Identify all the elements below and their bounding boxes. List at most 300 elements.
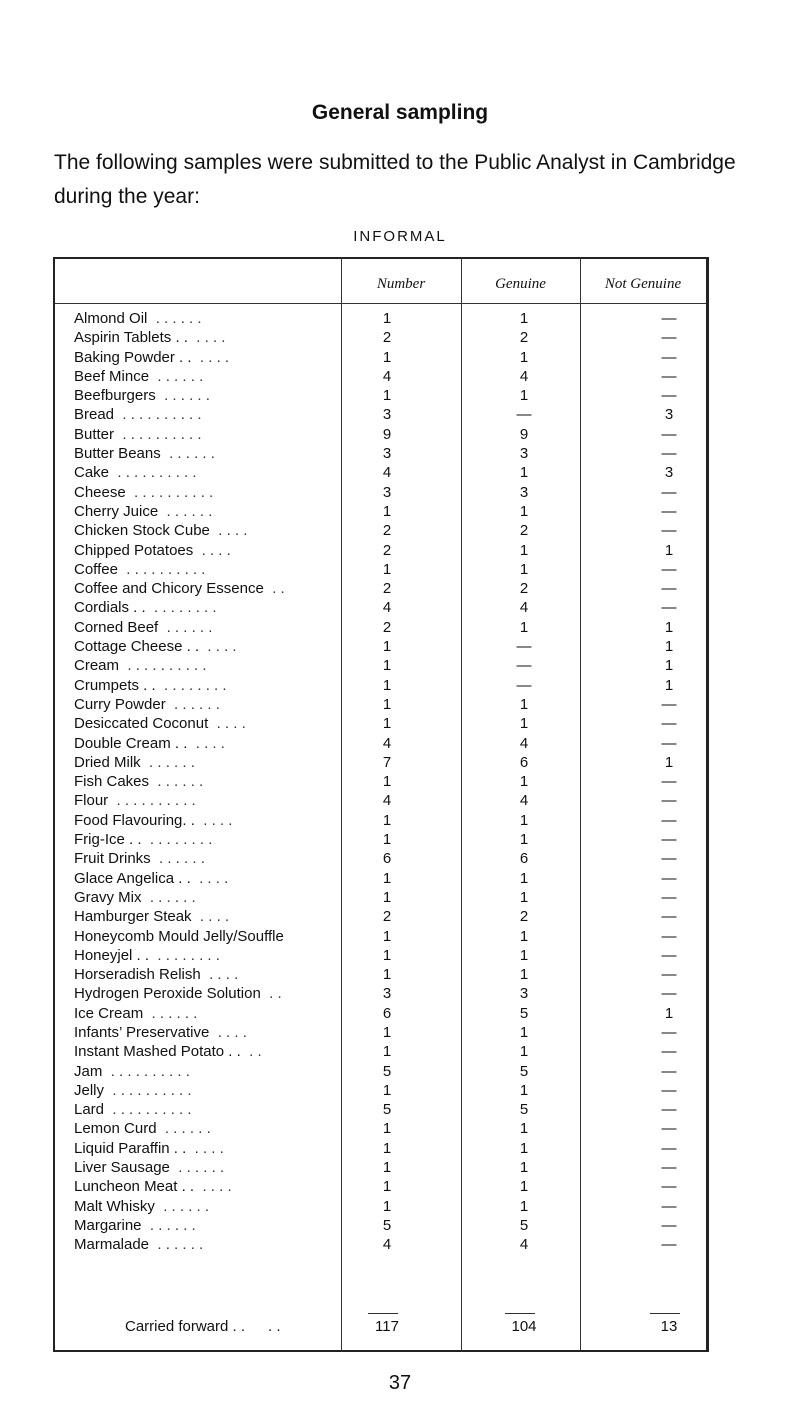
sample-genuine: — (516, 406, 532, 424)
leader-dots: . . . . . . (166, 502, 213, 520)
sample-name-text: Food Flavouring. . (74, 811, 195, 829)
leader-dots: . . . . . . . . (164, 676, 227, 694)
sample-name-text: Honeycomb Mould Jelly/Souffle (74, 927, 284, 945)
sample-name-text: Bread (74, 406, 115, 424)
sample-genuine: 4 (519, 367, 529, 385)
table-row (55, 811, 706, 830)
sample-name-text: Flour (74, 792, 109, 810)
sample-name (74, 405, 356, 424)
sample-name-text: Gravy Mix (74, 888, 142, 906)
sample-not-genuine: — (661, 1101, 677, 1119)
leader-dots: . . . . (196, 329, 226, 347)
table-row (55, 637, 706, 656)
section-subheading: INFORMAL (353, 228, 447, 245)
sample-not-genuine: — (661, 966, 677, 984)
sample-name-text: Coffee (74, 560, 118, 578)
sample-name (74, 425, 356, 444)
table-row (55, 1216, 706, 1235)
sample-name (74, 637, 356, 656)
sample-name-text: Liquid Paraffin . . (74, 1139, 187, 1157)
leader-dots: . . . . (203, 811, 233, 829)
table-row (55, 1004, 706, 1023)
table-row (55, 753, 706, 772)
table-row (55, 348, 706, 367)
sample-name-text: Cream (74, 657, 120, 675)
sample-genuine: 1 (519, 1178, 529, 1196)
sample-name (74, 1235, 356, 1254)
sample-name-text: Lard (74, 1101, 105, 1119)
sample-not-genuine: — (661, 811, 677, 829)
sample-name (74, 1004, 356, 1023)
sample-genuine: 5 (519, 1101, 529, 1119)
table-row (55, 965, 706, 984)
sample-name-text: Double Cream . . (74, 734, 188, 752)
sample-not-genuine: 1 (664, 638, 674, 656)
sample-name-text: Marmalade (74, 1236, 150, 1254)
sample-name-text: Dried Milk (74, 753, 141, 771)
sample-name (74, 1100, 356, 1119)
table-row (55, 425, 706, 444)
sample-not-genuine: 1 (664, 541, 674, 559)
sample-number: 6 (382, 1004, 392, 1022)
sample-name-text: Glace Angelica . . (74, 869, 191, 887)
leader-dots: . . . . . . (178, 1159, 225, 1177)
sample-name (74, 444, 356, 463)
sample-not-genuine: 3 (664, 406, 674, 424)
table-row (55, 830, 706, 849)
table-row (55, 984, 706, 1003)
table-row (55, 328, 706, 347)
sample-name (74, 1197, 356, 1216)
leader-dots: . . . . . . (149, 753, 195, 771)
sample-number: 1 (382, 560, 392, 578)
table-row (55, 444, 706, 463)
sample-genuine: 4 (519, 792, 529, 810)
sample-name-text: Malt Whisky (74, 1197, 155, 1215)
sample-number: 3 (382, 406, 392, 424)
sample-name-text: Almond Oil (74, 310, 148, 327)
sample-genuine: 1 (519, 1023, 529, 1041)
sample-name (74, 791, 356, 810)
sample-number: 1 (382, 1178, 392, 1196)
sample-number: 1 (382, 1023, 392, 1041)
sample-number: 2 (382, 908, 392, 926)
sample-not-genuine: — (661, 888, 677, 906)
leader-dots: . . . . . . (166, 618, 213, 636)
sample-name (74, 1119, 356, 1138)
sample-genuine: 6 (519, 753, 529, 771)
sample-number: 2 (382, 329, 392, 347)
table-row (55, 1023, 706, 1042)
sample-name (74, 869, 356, 888)
sample-not-genuine: — (661, 695, 677, 713)
table-row (55, 1139, 706, 1158)
sample-genuine: 3 (519, 445, 529, 463)
leader-dots: . . . . . . (155, 310, 202, 327)
sample-name (74, 811, 356, 830)
sample-not-genuine: — (661, 773, 677, 791)
sample-name (74, 483, 356, 502)
table-row (55, 502, 706, 521)
sample-name (74, 753, 356, 772)
leader-dots: . . (269, 985, 282, 1003)
sample-name-text: Baking Powder . . (74, 348, 192, 366)
sample-genuine: 1 (519, 387, 529, 405)
sample-number: 2 (382, 522, 392, 540)
sample-number: 6 (382, 850, 392, 868)
sample-name-text: Cake (74, 464, 110, 482)
leader-dots: . . . . . . (149, 1216, 196, 1234)
sample-name-text: Desiccated Coconut (74, 715, 209, 733)
sample-name-text: Chipped Potatoes (74, 541, 194, 559)
sample-genuine: 1 (519, 946, 529, 964)
sample-number: 1 (382, 387, 392, 405)
sample-number: 3 (382, 483, 392, 501)
sample-genuine: 5 (519, 1062, 529, 1080)
table-row (55, 1235, 706, 1254)
total-not-genuine: 13 (660, 1318, 678, 1335)
sample-number: 1 (382, 676, 392, 694)
sample-name (74, 1042, 356, 1061)
leader-dots: . . . . . . . . (149, 831, 213, 849)
total-rule (650, 1313, 680, 1314)
sample-name-text: Jam (74, 1062, 103, 1080)
leader-dots: . . . . . . (151, 1004, 198, 1022)
sample-genuine: 4 (519, 599, 529, 617)
sample-genuine: 1 (519, 811, 529, 829)
leader-dots: . . . . . . (164, 1120, 211, 1138)
sample-number: 1 (382, 869, 392, 887)
sample-not-genuine: — (661, 560, 677, 578)
sample-number: 3 (382, 445, 392, 463)
table-row (55, 1062, 706, 1081)
sample-name-text: Crumpets . . (74, 676, 156, 694)
sample-name (74, 907, 356, 926)
sample-name (74, 521, 356, 540)
sample-genuine: 5 (519, 1004, 529, 1022)
sample-name (74, 502, 356, 521)
sample-genuine: 2 (519, 580, 529, 598)
sample-name (74, 1177, 356, 1196)
sample-not-genuine: 3 (664, 464, 674, 482)
leader-dots: . . . . (199, 869, 229, 887)
sample-name (74, 1023, 356, 1042)
table-row (55, 1158, 706, 1177)
sample-name (74, 849, 356, 868)
leader-dots: . . . . . . . . . . (122, 406, 202, 424)
sample-not-genuine: 1 (664, 657, 674, 675)
sample-name-text: Honeyjel . . (74, 946, 150, 964)
sample-number: 4 (382, 734, 392, 752)
table-row (55, 791, 706, 810)
sample-number: 1 (382, 1159, 392, 1177)
sample-not-genuine: — (661, 792, 677, 810)
sample-genuine: 1 (519, 1139, 529, 1157)
sample-number: 1 (382, 310, 392, 327)
sample-number: 1 (382, 888, 392, 906)
sample-not-genuine: 1 (664, 618, 674, 636)
sample-not-genuine: — (661, 734, 677, 752)
sample-name (74, 367, 356, 386)
sample-not-genuine: — (661, 599, 677, 617)
sample-not-genuine: — (661, 715, 677, 733)
total-genuine: 104 (511, 1318, 537, 1335)
sample-genuine: 1 (519, 831, 529, 849)
sample-number: 5 (382, 1216, 392, 1234)
sample-name-text: Chicken Stock Cube (74, 522, 210, 540)
sample-genuine: 1 (519, 966, 529, 984)
sample-genuine: 5 (519, 1216, 529, 1234)
table-row (55, 1177, 706, 1196)
sample-name (74, 830, 356, 849)
sample-name (74, 734, 356, 753)
carried-forward-dots: . . (268, 1318, 281, 1335)
leader-dots: . . . . (195, 734, 225, 752)
sample-not-genuine: — (661, 387, 677, 405)
sample-name-text: Hamburger Steak (74, 908, 192, 926)
sample-name (74, 463, 356, 482)
sample-number: 1 (382, 1081, 392, 1099)
leader-dots: . . . . (199, 908, 230, 926)
sample-name-text: Cherry Juice (74, 502, 159, 520)
sample-name-text: Beef Mince (74, 367, 150, 385)
sample-number: 4 (382, 1236, 392, 1254)
sample-not-genuine: — (661, 580, 677, 598)
sample-genuine: 1 (519, 695, 529, 713)
sample-name (74, 348, 356, 367)
sample-not-genuine: — (661, 1043, 677, 1061)
sample-name-text: Infants’ Preservative (74, 1023, 210, 1041)
carried-forward-label: Carried forward . . (125, 1318, 246, 1335)
sample-name-text: Butter (74, 425, 115, 443)
sample-number: 1 (382, 695, 392, 713)
sample-name (74, 579, 356, 598)
sample-number: 1 (382, 638, 392, 656)
sample-number: 5 (382, 1101, 392, 1119)
sample-name (74, 1062, 356, 1081)
table-row (55, 579, 706, 598)
sample-name-text: Liver Sausage (74, 1159, 170, 1177)
sample-not-genuine: — (661, 1081, 677, 1099)
sample-not-genuine: — (661, 1062, 677, 1080)
sample-number: 4 (382, 792, 392, 810)
sample-name (74, 1158, 356, 1177)
sample-name-text: Beefburgers (74, 387, 156, 405)
table-row (55, 656, 706, 675)
sample-genuine: 1 (519, 715, 529, 733)
leader-dots: . . . . . . . . . . (110, 1062, 190, 1080)
leader-dots: . . . . . . (149, 888, 196, 906)
sample-genuine: 1 (519, 310, 529, 327)
table-row (55, 1081, 706, 1100)
leader-dots: . . . . . . (163, 1197, 210, 1215)
sample-number: 5 (382, 1062, 392, 1080)
sample-genuine: 2 (519, 522, 529, 540)
sample-not-genuine: — (661, 367, 677, 385)
sample-number: 2 (382, 618, 392, 636)
sample-genuine: 1 (519, 464, 529, 482)
leader-dots: . . . . (218, 522, 248, 540)
sample-not-genuine: — (661, 483, 677, 501)
sample-not-genuine: — (661, 1023, 677, 1041)
sample-not-genuine: — (661, 1139, 677, 1157)
table-row (55, 1119, 706, 1138)
sample-number: 9 (382, 425, 392, 443)
table-row (55, 618, 706, 637)
leader-dots: . . . . . . . . . . (134, 483, 214, 501)
table-row (55, 1197, 706, 1216)
table-row (55, 1100, 706, 1119)
total-number: 117 (375, 1318, 399, 1335)
sample-number: 3 (382, 985, 392, 1003)
sample-genuine: — (516, 638, 532, 656)
sample-genuine: 1 (519, 927, 529, 945)
page-number: 37 (388, 1372, 412, 1394)
sample-genuine: 1 (519, 1081, 529, 1099)
sample-genuine: 1 (519, 773, 529, 791)
sample-not-genuine: 1 (664, 753, 674, 771)
sample-genuine: 1 (519, 1159, 529, 1177)
sample-name-text: Hydrogen Peroxide Solution (74, 985, 261, 1003)
sample-genuine: 1 (519, 888, 529, 906)
leader-dots: . . . . (194, 1139, 224, 1157)
intro-paragraph: The following samples were submitted to the Public Analyst in Cambridge during the year: (54, 151, 736, 208)
leader-dots: . . . . . . (157, 367, 204, 385)
sample-number: 2 (382, 580, 392, 598)
sample-not-genuine: — (661, 1197, 677, 1215)
leader-dots: . . . . . . . . . . (117, 464, 197, 482)
leader-dots: . . . . . . . . . . (127, 657, 207, 675)
table-row (55, 772, 706, 791)
table-row (55, 367, 706, 386)
sample-number: 7 (382, 753, 392, 771)
sample-name-text: Fruit Drinks (74, 850, 151, 868)
sample-number: 4 (382, 599, 392, 617)
sample-name (74, 888, 356, 907)
leader-dots: . . . . (217, 1023, 247, 1041)
sample-not-genuine: — (661, 1159, 677, 1177)
leader-dots: . . . . (199, 348, 230, 366)
leader-dots: . . . . . . . . (157, 946, 220, 964)
sample-number: 4 (382, 464, 392, 482)
sample-name-text: Cheese (74, 483, 126, 501)
column-header-genuine: Genuine (495, 276, 546, 292)
total-rule (368, 1313, 398, 1314)
sample-not-genuine: — (661, 502, 677, 520)
sample-name (74, 309, 356, 328)
sample-not-genuine: — (661, 348, 677, 366)
samples-table-body (55, 309, 706, 1255)
sample-name-text: Cordials . . (74, 599, 146, 617)
sample-name-text: Instant Mashed Potato . . (74, 1043, 241, 1061)
sample-number: 1 (382, 1139, 392, 1157)
sample-not-genuine: — (661, 850, 677, 868)
sample-number: 1 (382, 348, 392, 366)
sample-genuine: 1 (519, 560, 529, 578)
table-row (55, 1042, 706, 1061)
table-row (55, 463, 706, 482)
leader-dots: . . . . . . . . (154, 599, 217, 617)
sample-genuine: — (516, 676, 532, 694)
sample-not-genuine: 1 (664, 1004, 674, 1022)
sample-not-genuine: — (661, 445, 677, 463)
leader-dots: . . . . . . . . . . (112, 1101, 192, 1119)
sample-name-text: Butter Beans (74, 445, 161, 463)
leader-dots: . . . . . . (174, 695, 220, 713)
sample-genuine: 1 (519, 502, 529, 520)
sample-genuine: 3 (519, 985, 529, 1003)
sample-not-genuine: — (661, 310, 677, 327)
sample-name (74, 927, 356, 946)
sample-number: 1 (382, 715, 392, 733)
sample-not-genuine: — (661, 927, 677, 945)
sample-genuine: 1 (519, 1043, 529, 1061)
sample-not-genuine: — (661, 985, 677, 1003)
sample-name-text: Corned Beef (74, 618, 159, 636)
sample-number: 4 (382, 367, 392, 385)
sample-genuine: 2 (519, 329, 529, 347)
sample-number: 1 (382, 773, 392, 791)
table-row (55, 869, 706, 888)
leader-dots: . . . . . . . . . . (126, 560, 206, 578)
sample-not-genuine: — (661, 522, 677, 540)
sample-genuine: 1 (519, 618, 529, 636)
sample-not-genuine: — (661, 1120, 677, 1138)
sample-not-genuine: — (661, 1216, 677, 1234)
sample-number: 1 (382, 966, 392, 984)
sample-number: 1 (382, 1120, 392, 1138)
sample-number: 1 (382, 657, 392, 675)
table-row (55, 888, 706, 907)
sample-name (74, 386, 356, 405)
table-row (55, 907, 706, 926)
table-row (55, 676, 706, 695)
leader-dots: . . . . . . (164, 387, 210, 405)
header-rule (55, 303, 706, 304)
sample-number: 2 (382, 541, 392, 559)
leader-dots: . . . . (201, 541, 231, 559)
sample-name (74, 695, 356, 714)
table-row (55, 405, 706, 424)
sample-genuine: 9 (519, 425, 529, 443)
sample-not-genuine: — (661, 869, 677, 887)
table-row (55, 927, 706, 946)
sample-name (74, 946, 356, 965)
sample-number: 1 (382, 811, 392, 829)
leader-dots: . . . . . . . . . . (116, 792, 196, 810)
sample-not-genuine: — (661, 1178, 677, 1196)
sample-number: 1 (382, 831, 392, 849)
sample-not-genuine: — (661, 831, 677, 849)
leader-dots: . . . . . . (157, 1236, 204, 1254)
sample-genuine: 1 (519, 869, 529, 887)
sample-not-genuine: — (661, 908, 677, 926)
table-row (55, 946, 706, 965)
table-row (55, 541, 706, 560)
sample-not-genuine: — (661, 329, 677, 347)
sample-name (74, 598, 356, 617)
sample-name (74, 328, 356, 347)
leader-dots: . . . . (207, 638, 237, 656)
sample-number: 1 (382, 927, 392, 945)
sample-genuine: 6 (519, 850, 529, 868)
sample-genuine: 2 (519, 908, 529, 926)
table-row (55, 309, 706, 328)
sample-name (74, 772, 356, 791)
sample-genuine: — (516, 657, 532, 675)
sample-name-text: Frig-Ice . . (74, 831, 142, 849)
sample-name-text: Ice Cream (74, 1004, 144, 1022)
